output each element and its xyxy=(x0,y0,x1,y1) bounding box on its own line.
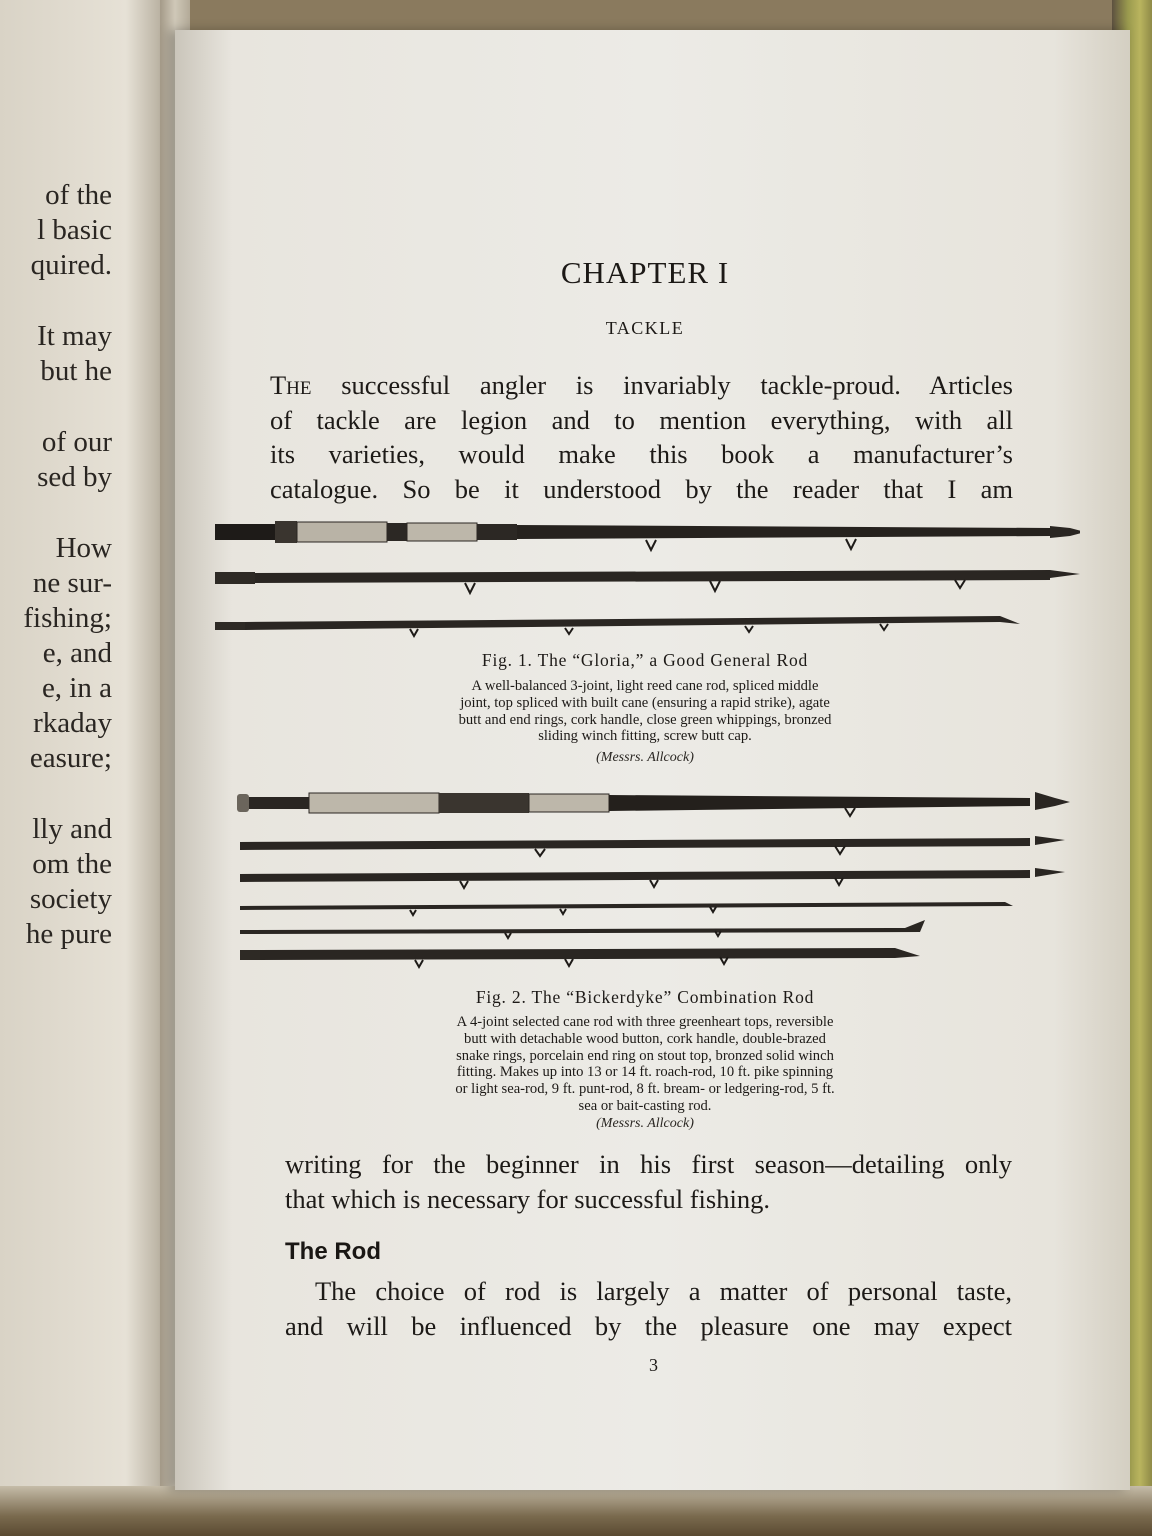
intro-line: its varieties, would make this book a manufacturer’s xyxy=(270,439,1013,469)
left-line: sed by xyxy=(37,461,112,493)
book-cover-bottom-edge xyxy=(0,1486,1152,1536)
page-number: 3 xyxy=(649,1355,658,1375)
rod-subheading: The Rod xyxy=(285,1238,381,1265)
left-line: fishing; xyxy=(23,602,112,634)
intro-paragraph xyxy=(270,368,1013,506)
figure2-description xyxy=(175,1014,1115,1115)
rod-top-2 xyxy=(240,920,925,938)
rod-butt-joint xyxy=(215,521,1080,550)
figure2-description-line: snake rings, porcelain end ring on stout top, bronzed solid winch xyxy=(456,1047,834,1064)
rod-middle-joint xyxy=(215,570,1080,593)
rod-paragraph xyxy=(285,1274,1012,1343)
left-line: but he xyxy=(40,355,112,387)
left-line: rkaday xyxy=(33,707,112,739)
left-line: easure; xyxy=(29,742,112,774)
chapter-title: CHAPTER I xyxy=(560,255,730,290)
left-line: lly and xyxy=(32,813,112,845)
rod-top-3 xyxy=(240,948,920,967)
continuation-line: writing for the beginner in his first season—detailing only xyxy=(285,1149,1012,1179)
figure2-caption: Fig. 2. The “Bickerdyke” Combination Rod xyxy=(475,987,815,1007)
left-line: of the xyxy=(45,179,112,211)
left-line: It may xyxy=(37,320,112,352)
left-line: of our xyxy=(41,426,112,458)
intro-line: of tackle are legion and to mention everything, with all xyxy=(270,404,1013,435)
figure2-rod-illustration xyxy=(225,782,1095,972)
intro-line-text: successful angler is invariably tackle-proud. Articles xyxy=(341,370,1013,400)
figure1-description-line: joint, top spliced with built cane (ensuring a rapid strike), agate xyxy=(460,694,830,711)
figure2-description-line: sea or bait-casting rod. xyxy=(578,1097,712,1114)
continuation-line: that which is necessary for successful fishing. xyxy=(285,1183,770,1214)
left-line: society xyxy=(29,883,112,915)
left-line: he pure xyxy=(25,918,112,950)
intro-line: catalogue. So be it understood by the reader that I am xyxy=(270,473,1013,504)
figure1-description-line: A well-balanced 3-joint, light reed cane rod, spliced middle xyxy=(471,678,819,694)
left-line: How xyxy=(55,532,112,564)
left-page-text xyxy=(0,178,112,952)
left-line: e, and xyxy=(42,637,112,669)
figure2-description-line: butt with detachable wood button, cork handle, double-brazed xyxy=(464,1030,826,1047)
intro-line xyxy=(270,368,1013,403)
figure1-description-line: butt and end rings, cork handle, close green whippings, bronzed xyxy=(458,711,832,728)
left-line: quired. xyxy=(30,249,112,281)
left-line: l basic xyxy=(37,214,112,246)
left-line: e, in a xyxy=(41,672,112,704)
rod-top-joint xyxy=(215,616,1020,636)
figure1-rod-illustration xyxy=(210,512,1080,642)
figure1-caption: Fig. 1. The “Gloria,” a Good General Rod xyxy=(481,650,809,670)
figure1-description-line: sliding winch fitting, screw butt cap. xyxy=(538,728,752,745)
section-heading: TACKLE xyxy=(605,318,685,338)
rod-line: and will be influenced by the pleasure one may expect xyxy=(285,1310,1012,1341)
right-page xyxy=(175,30,1130,1490)
figure2-description-line: A 4-joint selected cane rod with three greenheart tops, reversible xyxy=(456,1014,834,1030)
figure2-description-line: fitting. Makes up into 13 or 14 ft. roach-rod, 10 ft. pike spinning xyxy=(456,1064,834,1081)
figure1-description xyxy=(175,678,1115,745)
left-line: ne sur- xyxy=(32,567,112,599)
rod-top-1 xyxy=(240,902,1013,915)
rod-line: The choice of rod is largely a matter of personal taste, xyxy=(315,1276,1012,1306)
figure2-credit: (Messrs. Allcock) xyxy=(596,1116,694,1131)
intro-lead-word: The xyxy=(270,370,312,400)
rod-joint-3 xyxy=(240,868,1065,888)
rod-butt-joint xyxy=(237,792,1070,816)
figure1-credit: (Messrs. Allcock) xyxy=(596,750,694,765)
continuation-paragraph xyxy=(285,1147,1012,1216)
figure2-description-line: or light sea-rod, 9 ft. punt-rod, 8 ft. bream- or ledgering-rod, 5 ft. xyxy=(455,1081,835,1098)
rod-joint-2 xyxy=(240,836,1065,856)
left-line: om the xyxy=(32,848,112,880)
